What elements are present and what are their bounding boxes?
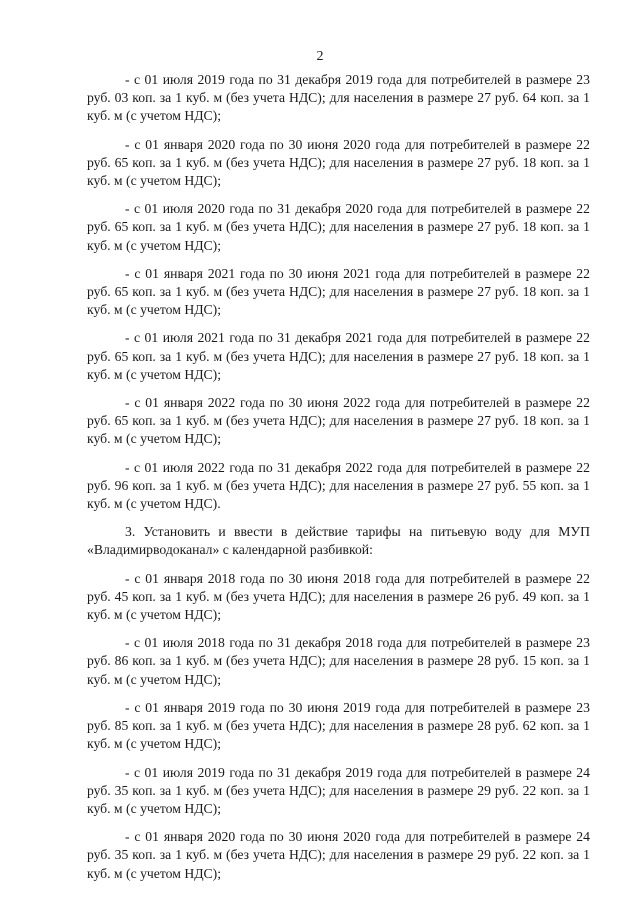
document-body (87, 71, 590, 883)
section-heading-paragraph: 3. Установить и ввести в действие тарифы на питьевую воду для МУП «Владимирводоканал» с календарной разбивкой: (87, 524, 590, 558)
tariff-paragraph: - с 01 июля 2019 года по 31 декабря 2019 года для потребителей в размере 24 руб. 35 коп. за 1 куб. м (без учета НДС); для населения в размере 29 руб. 22 коп. за 1 куб. м (с учетом НДС); (87, 764, 590, 816)
tariff-paragraph: - с 01 января 2018 года по 30 июня 2018 года для потребителей в размере 22 руб. 45 коп. за 1 куб. м (без учета НДС); для населения в размере 26 руб. 49 коп. за 1 куб. м (с учетом НДС); (87, 570, 590, 623)
tariff-paragraph: - с 01 января 2020 года по 30 июня 2020 года для потребителей в размере 22 руб. 65 коп. за 1 куб. м (без учета НДС); для населения в размере 27 руб. 18 коп. за 1 куб. м (с учетом НДС); (87, 136, 590, 189)
tariff-paragraph: - с 01 июля 2021 года по 31 декабря 2021 года для потребителей в размере 22 руб. 65 коп. за 1 куб. м (без учета НДС); для населения в размере 27 руб. 18 коп. за 1 куб. м (с учетом НДС); (87, 330, 590, 382)
tariff-paragraph: - с 01 января 2022 года по 30 июня 2022 года для потребителей в размере 22 руб. 65 коп. за 1 куб. м (без учета НДС); для населения в размере 27 руб. 18 коп. за 1 куб. м (с учетом НДС); (87, 395, 590, 447)
tariff-paragraph: - с 01 июля 2019 года по 31 декабря 2019 года для потребителей в размере 23 руб. 03 коп. за 1 куб. м (без учета НДС); для населения в размере 27 руб. 64 коп. за 1 куб. м (с учетом НДС); (87, 72, 590, 124)
tariff-paragraph: - с 01 июля 2022 года по 31 декабря 2022 года для потребителей в размере 22 руб. 96 коп. за 1 куб. м (без учета НДС); для населения в размере 27 руб. 55 коп. за 1 куб. м (с учетом НДС). (87, 459, 590, 512)
tariff-paragraph: - с 01 июля 2018 года по 31 декабря 2018 года для потребителей в размере 23 руб. 86 коп. за 1 куб. м (без учета НДС); для населения в размере 28 руб. 15 коп. за 1 куб. м (с учетом НДС); (87, 635, 590, 687)
tariff-paragraph: - с 01 января 2020 года по 30 июня 2020 года для потребителей в размере 24 руб. 35 коп. за 1 куб. м (без учета НДС); для населения в размере 29 руб. 22 коп. за 1 куб. м (с учетом НДС); (87, 829, 590, 881)
tariff-paragraph: - с 01 января 2019 года по 30 июня 2019 года для потребителей в размере 23 руб. 85 коп. за 1 куб. м (без учета НДС); для населения в размере 28 руб. 62 коп. за 1 куб. м (с учетом НДС); (87, 699, 590, 752)
tariff-paragraph: - с 01 января 2021 года по 30 июня 2021 года для потребителей в размере 22 руб. 65 коп. за 1 куб. м (без учета НДС); для населения в размере 27 руб. 18 коп. за 1 куб. м (с учетом НДС); (87, 265, 590, 318)
page-number: 2 (316, 49, 324, 64)
tariff-paragraph: - с 01 июля 2020 года по 31 декабря 2020 года для потребителей в размере 22 руб. 65 коп. за 1 куб. м (без учета НДС); для населения в размере 27 руб. 18 коп. за 1 куб. м (с учетом НДС); (87, 201, 590, 253)
